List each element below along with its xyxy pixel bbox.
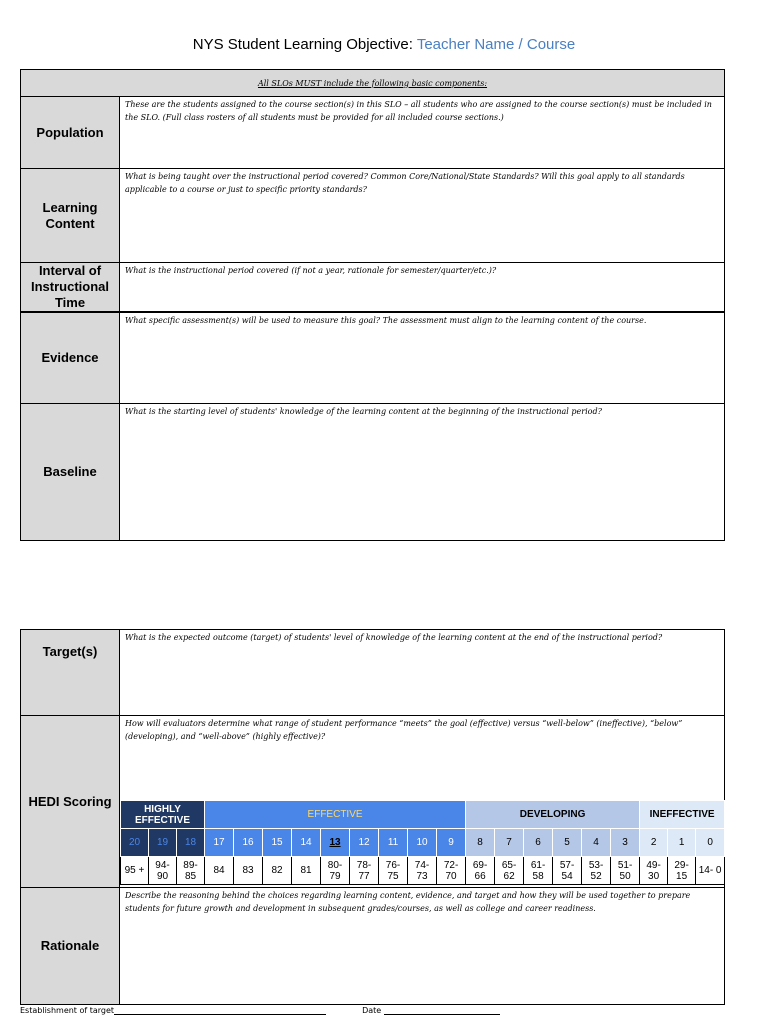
- hedi-range[interactable]: 74- 73: [408, 857, 437, 885]
- date-line[interactable]: [384, 1014, 500, 1015]
- band-developing: DEVELOPING: [466, 801, 640, 829]
- hedi-point-selected: 13: [321, 829, 350, 857]
- hedi-range[interactable]: 83: [234, 857, 263, 885]
- hedi-range[interactable]: 72- 70: [437, 857, 466, 885]
- interval-field[interactable]: [120, 263, 725, 313]
- hedi-point: 6: [524, 829, 553, 857]
- population-field[interactable]: [120, 97, 725, 169]
- establishment-line[interactable]: [114, 1014, 326, 1015]
- hedi-range[interactable]: 51- 50: [611, 857, 640, 885]
- hedi-point: 14: [292, 829, 321, 857]
- hedi-range[interactable]: 78- 77: [350, 857, 379, 885]
- hedi-range[interactable]: 89- 85: [177, 857, 205, 885]
- hedi-range[interactable]: 82: [263, 857, 292, 885]
- hedi-range[interactable]: 61- 58: [524, 857, 553, 885]
- hedi-range[interactable]: 65- 62: [495, 857, 524, 885]
- title-prefix: NYS Student Learning Objective:: [192, 36, 417, 53]
- hedi-point: 15: [263, 829, 292, 857]
- hedi-desc: How will evaluators determine what range of student performance “meets” the goal (effective) versus “well-below” (ineffective), “below” (developing), and “well-above” (highly effective)?: [125, 719, 683, 741]
- hedi-point: 19: [149, 829, 177, 857]
- teacher-name-course[interactable]: Teacher Name / Course: [416, 36, 576, 53]
- rationale-label: Rationale: [21, 888, 120, 1005]
- hedi-point: 18: [177, 829, 205, 857]
- learning-content-desc: What is being taught over the instructional period covered? Common Core/National/State Standards? Will this goal apply to all standards applicable to a course or just to specific priority standards?: [125, 172, 685, 194]
- hedi-point: 10: [408, 829, 437, 857]
- hedi-point: 16: [234, 829, 263, 857]
- hedi-range[interactable]: 95 +: [121, 857, 149, 885]
- population-label: Population: [21, 97, 120, 169]
- date-label: Date: [362, 1006, 382, 1015]
- band-ineffective: INEFFECTIVE: [640, 801, 725, 829]
- hedi-range[interactable]: 14- 0: [696, 857, 725, 885]
- band-highly-effective: HIGHLY EFFECTIVE: [121, 801, 205, 829]
- hedi-point: 0: [696, 829, 725, 857]
- components-header: All SLOs MUST include the following basic components:: [21, 70, 725, 97]
- evidence-label: Evidence: [21, 312, 120, 404]
- baseline-field[interactable]: [120, 404, 725, 541]
- page-title: [0, 36, 768, 53]
- hedi-point: 4: [582, 829, 611, 857]
- hedi-range[interactable]: 29- 15: [668, 857, 696, 885]
- interval-label: Interval of Instructional Time: [21, 263, 120, 313]
- hedi-range[interactable]: 80- 79: [321, 857, 350, 885]
- hedi-point: 17: [205, 829, 234, 857]
- targets-label: Target(s): [21, 630, 120, 716]
- targets-field[interactable]: [120, 630, 725, 716]
- slo-components-table: [20, 69, 725, 541]
- hedi-point: 2: [640, 829, 668, 857]
- evidence-field[interactable]: [120, 312, 725, 404]
- hedi-label: HEDI Scoring: [21, 716, 120, 888]
- targets-desc: What is the expected outcome (target) of students' level of knowledge of the learning content at the end of the instructional period?: [125, 633, 663, 642]
- hedi-range[interactable]: 49- 30: [640, 857, 668, 885]
- hedi-point: 9: [437, 829, 466, 857]
- hedi-scale-table: [120, 800, 725, 885]
- interval-desc: What is the instructional period covered (if not a year, rationale for semester/quarter/etc.)?: [125, 266, 497, 275]
- hedi-point: 8: [466, 829, 495, 857]
- hedi-point: 11: [379, 829, 408, 857]
- hedi-point: 7: [495, 829, 524, 857]
- baseline-desc: What is the starting level of students' knowledge of the learning content at the beginning of the instructional period?: [125, 407, 602, 416]
- band-effective: EFFECTIVE: [205, 801, 466, 829]
- hedi-range[interactable]: 76- 75: [379, 857, 408, 885]
- hedi-range[interactable]: 81: [292, 857, 321, 885]
- learning-content-field[interactable]: [120, 169, 725, 263]
- rationale-field[interactable]: [120, 888, 725, 1005]
- establishment-label: Establishment of target: [20, 1006, 115, 1015]
- hedi-point: 5: [553, 829, 582, 857]
- hedi-point: 20: [121, 829, 149, 857]
- hedi-point: 12: [350, 829, 379, 857]
- hedi-range[interactable]: 69- 66: [466, 857, 495, 885]
- slo-targets-table: [20, 629, 725, 1005]
- hedi-range[interactable]: 53- 52: [582, 857, 611, 885]
- hedi-range[interactable]: 84: [205, 857, 234, 885]
- learning-content-label: Learning Content: [21, 169, 120, 263]
- hedi-point: 1: [668, 829, 696, 857]
- baseline-label: Baseline: [21, 404, 120, 541]
- footer: [20, 1006, 500, 1015]
- hedi-cell: [120, 716, 725, 888]
- evidence-desc: What specific assessment(s) will be used to measure this goal? The assessment must align to the learning content of the course.: [125, 316, 647, 325]
- hedi-range[interactable]: 94- 90: [149, 857, 177, 885]
- hedi-range[interactable]: 57- 54: [553, 857, 582, 885]
- hedi-point: 3: [611, 829, 640, 857]
- rationale-desc: Describe the reasoning behind the choices regarding learning content, evidence, and target and how they will be used together to prepare students for future growth and development in subsequent grades/courses, as well as college and career readiness.: [125, 891, 691, 913]
- population-desc: These are the students assigned to the course section(s) in this SLO – all students who are assigned to the course section(s) must be included in the SLO. (Full class rosters of all students must be provided for all included course sections.): [125, 100, 712, 122]
